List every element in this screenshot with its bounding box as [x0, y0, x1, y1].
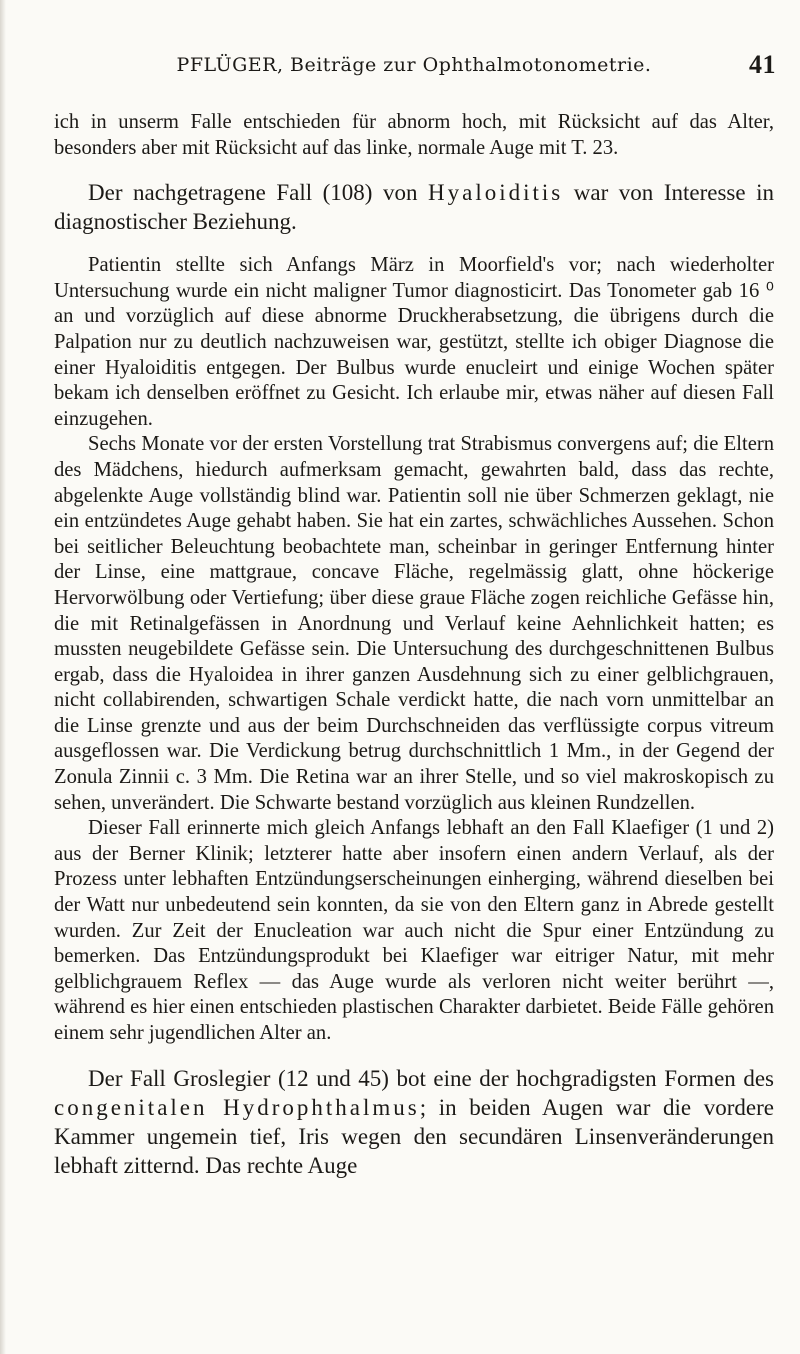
- paragraph-case-108: [54, 178, 774, 236]
- paragraph-continuation: ich in unserm Falle entschieden für abnorm hoch, mit Rücksicht auf das Alter, besonders aber mit Rücksicht auf das linke, normale Auge mit T. 23.: [54, 111, 774, 159]
- emphasized-term: Hyaloiditis: [428, 180, 564, 206]
- paragraph-text: war von Interesse in diagnostischer Beziehung.: [54, 180, 774, 235]
- paragraph-groslegier: [54, 1064, 774, 1180]
- running-head: [54, 50, 776, 90]
- book-page: [54, 50, 776, 1180]
- paragraph-text: ; in beiden Augen war die vordere Kammer ungemein tief, Iris wegen den secundären Linsenveränderungen lebhaft zitternd. Das rechte Auge: [54, 1094, 775, 1178]
- page-number: 41: [749, 50, 776, 79]
- paragraph-text: Der Fall Groslegier (12 und 45) bot eine der hochgradigsten Formen des: [88, 1065, 774, 1091]
- paragraph-text: Der nachgetragene Fall (108) von: [88, 180, 429, 206]
- paragraph-strabismus: Sechs Monate vor der ersten Vorstellung trat Strabismus convergens auf; die Eltern des Mädchens, hiedurch aufmerksam gemacht, gewahrten bald, dass das rechte, abgelenkte Auge vollständig blind war. Patientin soll nie über Schmerzen geklagt, nie ein entzündetes Auge gehabt haben. Sie hat ein zartes, schwächliches Aussehen. Schon bei seitlicher Beleuchtung beobachtete man, scheinbar in geringer Entfernung hinter der Linse, eine mattgraue, concave Fläche, regelmässig glatt, ohne höckerige Hervorwölbung oder Vertiefung; über diese graue Fläche zogen reichliche Gefässe hin, die mit Retinalgefässen in Anordnung und Verlauf keine Aehnlichkeit hatten; es mussten neugebildete Gefässe sein. Die Untersuchung des durchgeschnittenen Bulbus ergab, dass die Hyaloidea in ihrer ganzen Ausdehnung sich zu einer gelblichgrauen, nicht collabirenden, schwartigen Schale verdickt hatte, die nach vorn unmittelbar an die Linse grenzte und aus der beim Durchschneiden das verflüssigte corpus vitreum ausgeflossen war. Die Verdickung betrug durchschnittlich 1 Mm., in der Gegend der Zonula Zinnii c. 3 Mm. Die Retina war an ihrer Stelle, und so viel makroskopisch zu sehen, unverändert. Die Schwarte bestand vorzüglich aus kleinen Rundzellen.: [54, 433, 774, 814]
- paragraph-patient-history: Patientin stellte sich Anfangs März in Moorfield's vor; nach wiederholter Untersuchung wurde ein nicht maligner Tumor diagnosticirt. Das Tonometer gab 16 ⁰ an und vorzüglich auf diese abnorme Druckherabsetzung, die übrigens durch die Palpation nur zu deutlich nachzuweisen war, gestützt, stellte ich obiger Diagnose die einer Hyaloiditis entgegen. Der Bulbus wurde enucleirt und einige Wochen später bekam ich denselben eröffnet zu Gesicht. Ich erlaube mir, etwas näher auf diesen Fall einzugehen.: [54, 254, 774, 430]
- running-head-title: PFLÜGER, Beiträge zur Ophthalmotonometrie.: [176, 54, 652, 76]
- body-text: [54, 110, 774, 1180]
- scan-edge: [0, 0, 6, 1354]
- emphasized-term: congenitalen Hydrophthalmus: [54, 1094, 420, 1120]
- paragraph-klaefiger: Dieser Fall erinnerte mich gleich Anfangs lebhaft an den Fall Klaefiger (1 und 2) aus der Berner Klinik; letzterer hatte aber insofern einen andern Verlauf, als der Prozess unter lebhaften Entzündungserscheinungen einherging, während dieselben bei der Watt nur unbedeutend sein konnten, da sie von den Eltern ganz in Abrede gestellt wurden. Zur Zeit der Enucleation war auch nicht die Spur einer Entzündung zu bemerken. Das Entzündungsprodukt bei Klaefiger war eitriger Natur, mit mehr gelblichgrauem Reflex — das Auge wurde als verloren nicht weiter berührt —, während es hier einen entschieden plastischen Charakter darbietet. Beide Fälle gehören einem sehr jugendlichen Alter an.: [54, 817, 774, 1044]
